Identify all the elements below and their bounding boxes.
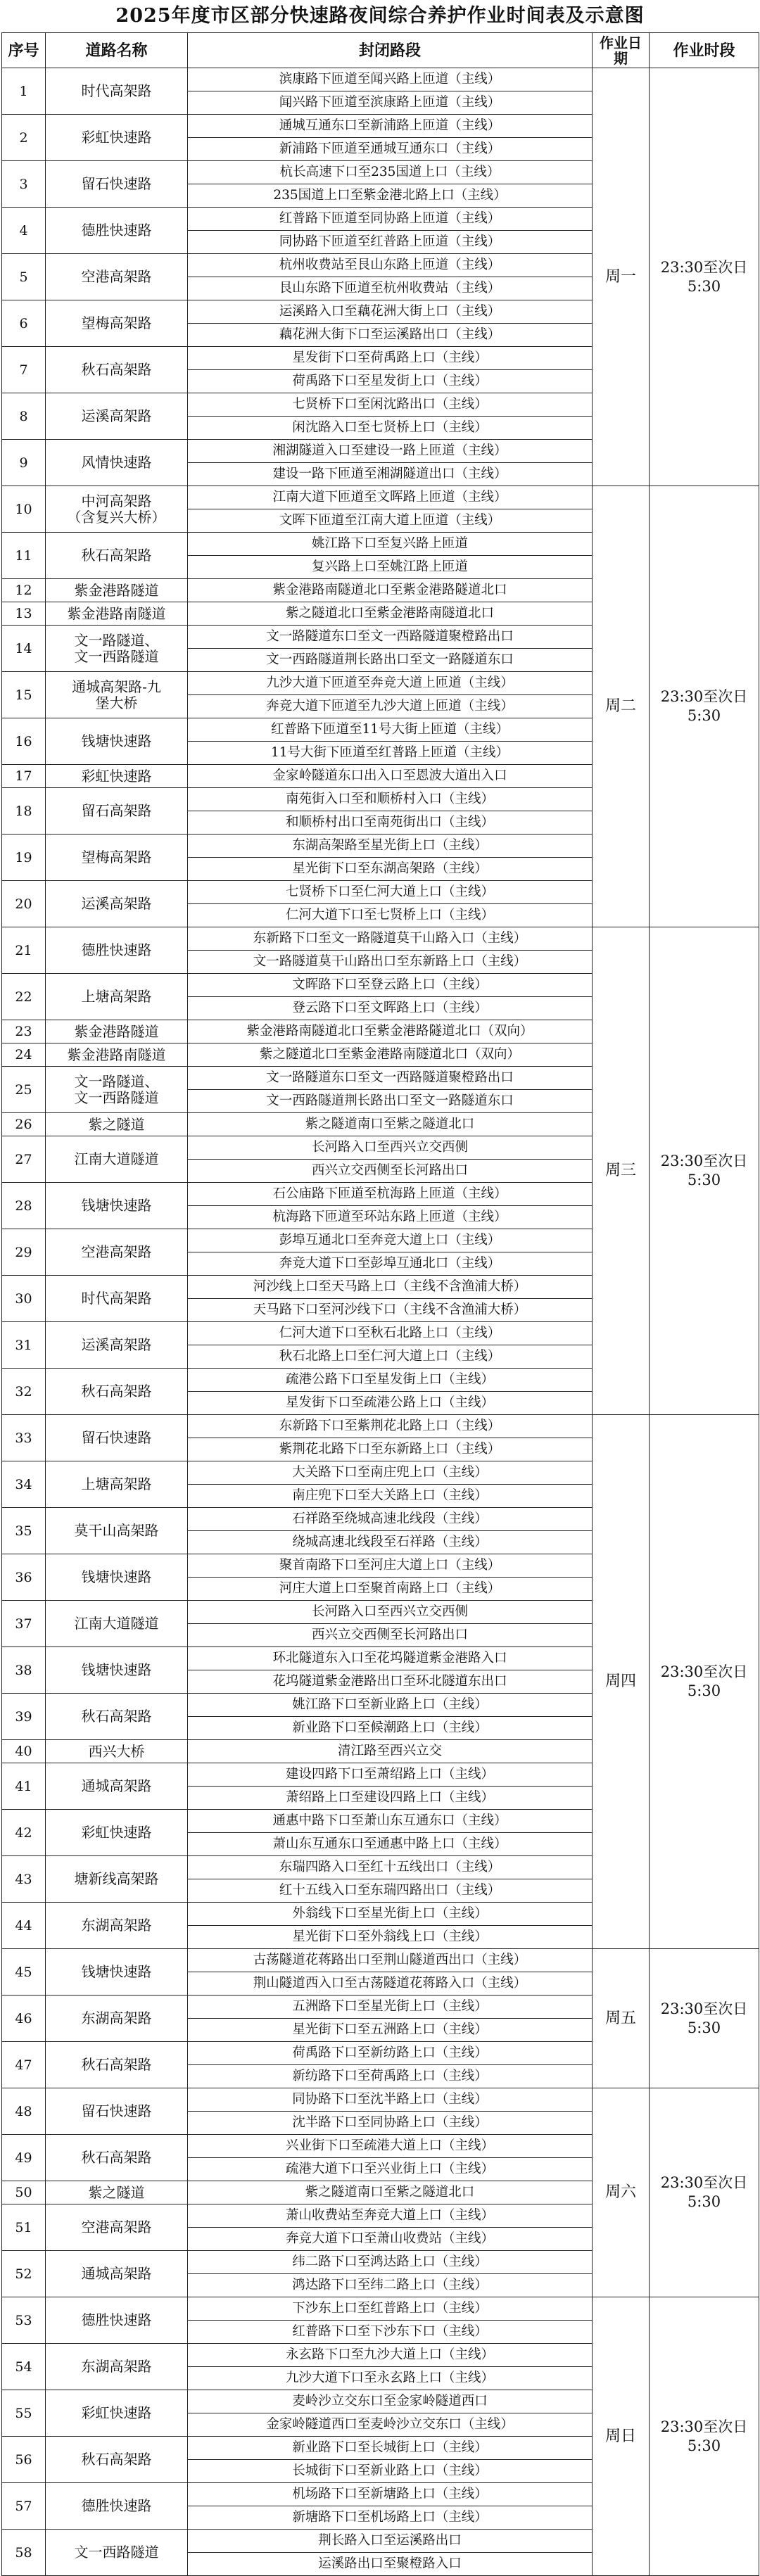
closed-section: 古荡隧道花蒋路出口至荆山隧道西出口（主线） (188, 1949, 593, 1972)
header-section: 封闭路段 (188, 33, 593, 68)
road-name: 江南大道隧道 (46, 1601, 188, 1647)
closed-section: 杭州收费站至艮山东路上匝道（主线） (188, 254, 593, 277)
row-number: 32 (2, 1369, 46, 1415)
table-row (2, 2297, 759, 2321)
closed-section: 仁河大道下口至七贤桥上口（主线） (188, 904, 593, 927)
closed-section: 湘湖隧道入口至建设一路上匝道（主线） (188, 440, 593, 463)
closed-section: 大关路下口至南庄兜上口（主线） (188, 1461, 593, 1485)
road-name: 空港高架路 (46, 1229, 188, 1276)
row-number: 40 (2, 1740, 46, 1763)
closed-section: 长河路入口至西兴立交西侧 (188, 1601, 593, 1624)
road-name: 西兴大桥 (46, 1740, 188, 1763)
work-day: 周三 (593, 927, 650, 1415)
row-number: 10 (2, 486, 46, 533)
row-number: 33 (2, 1415, 46, 1461)
closed-section: 星发街下口至荷禹路上口（主线） (188, 347, 593, 370)
closed-section: 五洲路下口至星光街上口（主线） (188, 1996, 593, 2019)
work-time: 23:30至次日5:30 (650, 486, 759, 927)
road-name: 望梅高架路 (46, 835, 188, 881)
schedule-table (1, 32, 759, 2576)
closed-section: 文一路隧道东口至文一西路隧道聚橙路出口 (188, 1067, 593, 1090)
row-number: 26 (2, 1113, 46, 1136)
closed-section: 奔竞大道下匝道至九沙大道上匝道（主线） (188, 695, 593, 718)
closed-section: 东新路下口至文一路隧道莫干山路入口（主线） (188, 927, 593, 951)
closed-section: 紫之隧道南口至紫之隧道北口 (188, 1113, 593, 1136)
row-number: 43 (2, 1856, 46, 1903)
road-name: 东湖高架路 (46, 1996, 188, 2042)
closed-section: 七贤桥下口至闲沈路出口（主线） (188, 393, 593, 417)
closed-section: 环北隧道东入口至花坞隧道紫金港路入口 (188, 1647, 593, 1670)
table-row (2, 927, 759, 951)
closed-section: 紫荆花北路下口至东新路上口（主线） (188, 1438, 593, 1461)
header-time: 作业时段 (650, 33, 759, 68)
work-day: 周四 (593, 1415, 650, 1949)
closed-section: 新业路下口至候潮路上口（主线） (188, 1717, 593, 1740)
closed-section: 建设一路下匝道至湘湖隧道出口（主线） (188, 463, 593, 486)
row-number: 2 (2, 115, 46, 161)
closed-section: 西兴立交西侧至长河路出口 (188, 1624, 593, 1647)
row-number: 35 (2, 1508, 46, 1554)
row-number: 13 (2, 602, 46, 626)
row-number: 9 (2, 440, 46, 486)
closed-section: 文晖路下口至登云路上口（主线） (188, 974, 593, 997)
row-number: 55 (2, 2390, 46, 2437)
closed-section: 复兴路上口至姚江路上匝道 (188, 556, 593, 579)
closed-section: 闲沈路入口至七贤桥上口（主线） (188, 417, 593, 440)
header-day: 作业日期 (593, 33, 650, 68)
row-number: 14 (2, 626, 46, 672)
row-number: 56 (2, 2437, 46, 2483)
closed-section: 紫金港路南隧道北口至紫金港路隧道北口（双向） (188, 1020, 593, 1043)
closed-section: 同协路下匝道至红普路上匝道（主线） (188, 231, 593, 254)
row-number: 3 (2, 161, 46, 208)
road-name: 钱塘快速路 (46, 718, 188, 765)
road-name: 莫干山高架路 (46, 1508, 188, 1554)
closed-section: 仁河大道下口至秋石北路上口（主线） (188, 1322, 593, 1345)
road-name: 运溪高架路 (46, 393, 188, 440)
row-number: 28 (2, 1183, 46, 1229)
closed-section: 天马路下口至河沙线下口（主线不含渔浦大桥） (188, 1299, 593, 1322)
closed-section: 滨康路下匝道至闻兴路上匝道（主线） (188, 68, 593, 91)
row-number: 20 (2, 881, 46, 927)
work-time: 23:30至次日5:30 (650, 2088, 759, 2297)
row-number: 53 (2, 2297, 46, 2344)
row-number: 21 (2, 927, 46, 974)
row-number: 4 (2, 208, 46, 254)
road-name: 彩虹快速路 (46, 115, 188, 161)
closed-section: 萧绍路上口至建设四路上口（主线） (188, 1787, 593, 1810)
closed-section: 长城街下口至新业路上口（主线） (188, 2460, 593, 2483)
closed-section: 石公庙路下匝道至杭海路上匝道（主线） (188, 1183, 593, 1206)
row-number: 29 (2, 1229, 46, 1276)
road-name: 空港高架路 (46, 2204, 188, 2251)
row-number: 27 (2, 1136, 46, 1183)
closed-section: 河沙线上口至天马路上口（主线不含渔浦大桥） (188, 1276, 593, 1299)
work-time: 23:30至次日5:30 (650, 1415, 759, 1949)
closed-section: 红十五线入口至东瑞四路出口（主线） (188, 1879, 593, 1903)
closed-section: 红普路下口至下沙东下口（主线） (188, 2321, 593, 2344)
table-row (2, 486, 759, 509)
closed-section: 星光街下口至外翁线上口（主线） (188, 1926, 593, 1949)
closed-section: 荷禹路下口至星发街上口（主线） (188, 370, 593, 393)
closed-section: 235国道上口至紫金港北路上口（主线） (188, 184, 593, 208)
row-number: 17 (2, 765, 46, 788)
closed-section: 红普路下匝道至同协路上匝道（主线） (188, 208, 593, 231)
row-number: 54 (2, 2344, 46, 2390)
work-day: 周二 (593, 486, 650, 927)
row-number: 42 (2, 1810, 46, 1856)
road-name: 秋石高架路 (46, 347, 188, 393)
closed-section: 荷禹路下口至新纺路上口（主线） (188, 2042, 593, 2065)
row-number: 15 (2, 672, 46, 718)
closed-section: 疏港大道下口至兴业街上口（主线） (188, 2158, 593, 2181)
row-number: 51 (2, 2204, 46, 2251)
road-name: 紫之隧道 (46, 1113, 188, 1136)
work-day: 周六 (593, 2088, 650, 2297)
road-name: 德胜快速路 (46, 2483, 188, 2530)
row-number: 31 (2, 1322, 46, 1369)
road-name: 秋石高架路 (46, 2437, 188, 2483)
road-name: 中河高架路 （含复兴大桥） (46, 486, 188, 533)
closed-section: 文一路隧道东口至文一西路隧道聚橙路出口 (188, 626, 593, 649)
row-number: 30 (2, 1276, 46, 1322)
table-row (2, 1415, 759, 1438)
work-time: 23:30至次日5:30 (650, 68, 759, 486)
road-name: 秋石高架路 (46, 1694, 188, 1740)
road-name: 东湖高架路 (46, 2344, 188, 2390)
closed-section: 兴业街下口至疏港大道上口（主线） (188, 2135, 593, 2158)
row-number: 45 (2, 1949, 46, 1996)
road-name: 空港高架路 (46, 254, 188, 300)
closed-section: 红普路下匝道至11号大街上匝道（主线） (188, 718, 593, 742)
row-number: 44 (2, 1903, 46, 1949)
road-name: 运溪高架路 (46, 881, 188, 927)
closed-section: 彭埠互通北口至奔竞大道上口（主线） (188, 1229, 593, 1252)
road-name: 文一西路隧道 (46, 2530, 188, 2576)
road-name: 留石高架路 (46, 788, 188, 835)
row-number: 25 (2, 1067, 46, 1113)
closed-section: 石祥路至绕城高速北线段（主线） (188, 1508, 593, 1531)
closed-section: 外翁线下口至星光街上口（主线） (188, 1903, 593, 1926)
closed-section: 长河路入口至西兴立交西侧 (188, 1136, 593, 1160)
closed-section: 星光街下口至五洲路上口（主线） (188, 2019, 593, 2042)
closed-section: 文晖下匝道至江南大道上匝道（主线） (188, 509, 593, 533)
closed-section: 南庄兜下口至大关路上口（主线） (188, 1485, 593, 1508)
row-number: 39 (2, 1694, 46, 1740)
road-name: 塘新线高架路 (46, 1856, 188, 1903)
work-time: 23:30至次日5:30 (650, 1949, 759, 2088)
closed-section: 永玄路下口至九沙大道上口（主线） (188, 2344, 593, 2367)
work-time: 23:30至次日5:30 (650, 927, 759, 1415)
work-time: 23:30至次日5:30 (650, 2297, 759, 2576)
closed-section: 文一西路隧道荆长路出口至文一路隧道东口 (188, 649, 593, 672)
closed-section: 紫之隧道南口至紫之隧道北口 (188, 2181, 593, 2204)
row-number: 48 (2, 2088, 46, 2135)
closed-section: 姚江路下口至复兴路上匝道 (188, 533, 593, 556)
closed-section: 七贤桥下口至仁河大道上口（主线） (188, 881, 593, 904)
row-number: 24 (2, 1043, 46, 1067)
road-name: 彩虹快速路 (46, 1810, 188, 1856)
road-name: 文一路隧道、 文一西路隧道 (46, 1067, 188, 1113)
road-name: 秋石高架路 (46, 1369, 188, 1415)
row-number: 22 (2, 974, 46, 1020)
closed-section: 秋石北路上口至仁河大道上口（主线） (188, 1345, 593, 1369)
row-number: 58 (2, 2530, 46, 2576)
closed-section: 紫之隧道北口至紫金港路南隧道北口 (188, 602, 593, 626)
row-number: 11 (2, 533, 46, 579)
road-name: 德胜快速路 (46, 208, 188, 254)
road-name: 秋石高架路 (46, 2135, 188, 2181)
road-name: 德胜快速路 (46, 927, 188, 974)
row-number: 37 (2, 1601, 46, 1647)
closed-section: 奔竞大道下口至萧山收费站（主线） (188, 2228, 593, 2251)
row-number: 34 (2, 1461, 46, 1508)
closed-section: 金家岭隧道西口至麦岭沙立交东口（主线） (188, 2413, 593, 2437)
page-title: 2025年度市区部分快速路夜间综合养护作业时间表及示意图 (115, 5, 645, 27)
closed-section: 和顺桥村出口至南苑街出口（主线） (188, 811, 593, 835)
row-number: 49 (2, 2135, 46, 2181)
road-name: 留石快速路 (46, 1415, 188, 1461)
closed-section: 杭海路下匝道至环站东路上匝道（主线） (188, 1206, 593, 1229)
row-number: 57 (2, 2483, 46, 2530)
road-name: 紫金港路隧道 (46, 1020, 188, 1043)
row-number: 23 (2, 1020, 46, 1043)
closed-section: 运溪路入口至藕花洲大街上口（主线） (188, 300, 593, 324)
closed-section: 荆长路入口至运溪路出口 (188, 2530, 593, 2553)
closed-section: 鸿达路下口至纬二路上口（主线） (188, 2274, 593, 2297)
closed-section: 南苑街入口至和顺桥村入口（主线） (188, 788, 593, 811)
closed-section: 聚首南路下口至河庄大道上口（主线） (188, 1554, 593, 1578)
road-name: 紫之隧道 (46, 2181, 188, 2204)
road-name: 紫金港路南隧道 (46, 1043, 188, 1067)
closed-section: 萧山东互通东口至通惠中路上口（主线） (188, 1833, 593, 1856)
road-name: 上塘高架路 (46, 974, 188, 1020)
closed-section: 九沙大道下口至永玄路上口（主线） (188, 2367, 593, 2390)
closed-section: 绕城高速北线段至石祥路（主线） (188, 1531, 593, 1554)
work-day: 周五 (593, 1949, 650, 2088)
closed-section: 东新路下口至紫荆花北路上口（主线） (188, 1415, 593, 1438)
road-name: 文一路隧道、 文一西路隧道 (46, 626, 188, 672)
closed-section: 萧山收费站至奔竞大道上口（主线） (188, 2204, 593, 2228)
closed-section: 纬二路下口至鸿达路上口（主线） (188, 2251, 593, 2274)
closed-section: 清江路至西兴立交 (188, 1740, 593, 1763)
closed-section: 江南大道下匝道至文晖路上匝道（主线） (188, 486, 593, 509)
closed-section: 杭长高速下口至235国道上口（主线） (188, 161, 593, 184)
row-number: 47 (2, 2042, 46, 2088)
row-number: 6 (2, 300, 46, 347)
closed-section: 新业路下口至长城街上口（主线） (188, 2437, 593, 2460)
row-number: 8 (2, 393, 46, 440)
closed-section: 星发街下口至疏港公路上口（主线） (188, 1392, 593, 1415)
row-number: 36 (2, 1554, 46, 1601)
road-name: 东湖高架路 (46, 1903, 188, 1949)
row-number: 46 (2, 1996, 46, 2042)
row-number: 7 (2, 347, 46, 393)
closed-section: 金家岭隧道东口出入口至恩波大道出入口 (188, 765, 593, 788)
closed-section: 疏港公路下口至星发街上口（主线） (188, 1369, 593, 1392)
row-number: 16 (2, 718, 46, 765)
row-number: 18 (2, 788, 46, 835)
header-road: 道路名称 (46, 33, 188, 68)
closed-section: 藕花洲大街下口至运溪路出口（主线） (188, 324, 593, 347)
closed-section: 东湖高架路至星光街上口（主线） (188, 835, 593, 858)
closed-section: 建设四路下口至萧绍路上口（主线） (188, 1763, 593, 1787)
closed-section: 新浦路下匝道至通城互通东口（主线） (188, 138, 593, 161)
road-name: 上塘高架路 (46, 1461, 188, 1508)
table-row (2, 1949, 759, 1972)
closed-section: 新纺路下口至荷禹路上口（主线） (188, 2065, 593, 2088)
closed-section: 荆山隧道西入口至古荡隧道花蒋路入口（主线） (188, 1972, 593, 1996)
table-row (2, 2088, 759, 2112)
row-number: 50 (2, 2181, 46, 2204)
closed-section: 星光街下口至东湖高架路（主线） (188, 858, 593, 881)
closed-section: 登云路下口至文晖路上口（主线） (188, 997, 593, 1020)
row-number: 38 (2, 1647, 46, 1694)
road-name: 紫金港路南隧道 (46, 602, 188, 626)
closed-section: 闻兴路下匝道至滨康路上匝道（主线） (188, 91, 593, 115)
road-name: 望梅高架路 (46, 300, 188, 347)
road-name: 时代高架路 (46, 68, 188, 115)
work-day: 周日 (593, 2297, 650, 2576)
road-name: 秋石高架路 (46, 2042, 188, 2088)
road-name: 留石快速路 (46, 2088, 188, 2135)
road-name: 钱塘快速路 (46, 1183, 188, 1229)
row-number: 41 (2, 1763, 46, 1810)
closed-section: 紫金港路南隧道北口至紫金港路隧道北口 (188, 579, 593, 602)
header-no: 序号 (2, 33, 46, 68)
road-name: 时代高架路 (46, 1276, 188, 1322)
road-name: 钱塘快速路 (46, 1647, 188, 1694)
road-name: 风情快速路 (46, 440, 188, 486)
closed-section: 机场路下口至新塘路上口（主线） (188, 2483, 593, 2506)
closed-section: 紫之隧道北口至紫金港路南隧道北口（双向） (188, 1043, 593, 1067)
road-name: 彩虹快速路 (46, 765, 188, 788)
closed-section: 九沙大道下匝道至奔竞大道上匝道（主线） (188, 672, 593, 695)
closed-section: 奔竞大道下口至彭埠互通北口（主线） (188, 1252, 593, 1276)
row-number: 52 (2, 2251, 46, 2297)
row-number: 12 (2, 579, 46, 602)
closed-section: 麦岭沙立交东口至金家岭隧道西口 (188, 2390, 593, 2413)
road-name: 秋石高架路 (46, 533, 188, 579)
closed-section: 文一西路隧道荆长路出口至文一路隧道东口 (188, 1090, 593, 1113)
road-name: 江南大道隧道 (46, 1136, 188, 1183)
closed-section: 11号大街下匝道至红普路上匝道（主线） (188, 742, 593, 765)
road-name: 德胜快速路 (46, 2297, 188, 2344)
road-name: 钱塘快速路 (46, 1949, 188, 1996)
table-body (2, 68, 759, 2576)
road-name: 钱塘快速路 (46, 1554, 188, 1601)
road-name: 彩虹快速路 (46, 2390, 188, 2437)
closed-section: 通城互通东口至新浦路上匝道（主线） (188, 115, 593, 138)
closed-section: 同协路下口至沈半路上口（主线） (188, 2088, 593, 2112)
table-row (2, 68, 759, 91)
road-name: 通城高架路 (46, 2251, 188, 2297)
closed-section: 文一路隧道莫干山路出口至东新路上口（主线） (188, 951, 593, 974)
road-name: 紫金港路隧道 (46, 579, 188, 602)
header-row (2, 33, 759, 68)
road-name: 留石快速路 (46, 161, 188, 208)
row-number: 5 (2, 254, 46, 300)
closed-section: 通惠中路下口至萧山东互通东口（主线） (188, 1810, 593, 1833)
closed-section: 东瑞四路入口至红十五线出口（主线） (188, 1856, 593, 1879)
row-number: 19 (2, 835, 46, 881)
closed-section: 姚江路下口至新业路上口（主线） (188, 1694, 593, 1717)
road-name: 运溪高架路 (46, 1322, 188, 1369)
road-name: 通城高架路 (46, 1763, 188, 1810)
closed-section: 运溪路出口至聚橙路入口 (188, 2553, 593, 2576)
closed-section: 沈半路下口至同协路上口（主线） (188, 2112, 593, 2135)
row-number: 1 (2, 68, 46, 115)
closed-section: 河庄大道上口至聚首南路上口（主线） (188, 1578, 593, 1601)
road-name: 通城高架路-九 堡大桥 (46, 672, 188, 718)
closed-section: 新塘路下口至机场路上口（主线） (188, 2506, 593, 2530)
closed-section: 艮山东路下匝道至杭州收费站（主线） (188, 277, 593, 300)
closed-section: 西兴立交西侧至长河路出口 (188, 1160, 593, 1183)
work-day: 周一 (593, 68, 650, 486)
closed-section: 花坞隧道紫金港路出口至环北隧道东出口 (188, 1670, 593, 1694)
closed-section: 下沙东上口至红普路上口（主线） (188, 2297, 593, 2321)
